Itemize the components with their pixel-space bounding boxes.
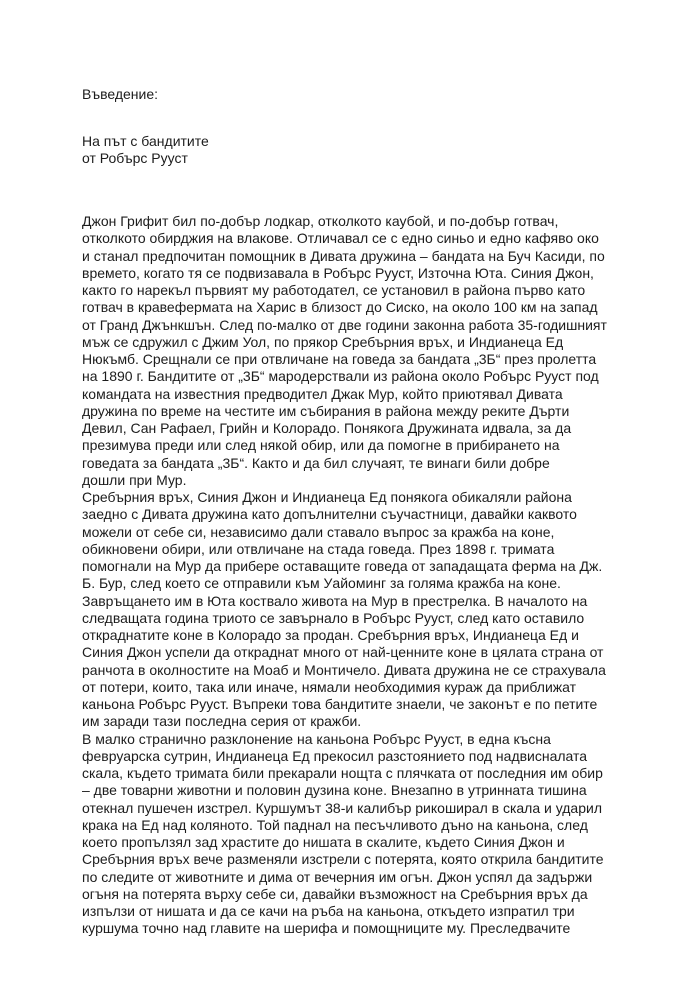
body-line: им заради тази последна серия от кражби. xyxy=(82,713,362,730)
body-line: времето, когато тя се подвизавала в Робърс Рууст, Източна Юта. Синия Джон, xyxy=(82,264,594,281)
body-line: обикновени обири, или отвличане на стада говеда. През 1898 г. тримата xyxy=(82,540,555,557)
body-line: изпълзи от нишата и да се качи на ръба на каньона, откъдето изпратил три xyxy=(82,903,575,919)
body-line: Синия Джон успели да откраднат много от най-ценните коне в цялата страна от xyxy=(82,644,604,661)
body-line: крака на Ед над коляното. Той паднал на песъчливото дъно на каньона, след xyxy=(82,816,588,833)
body-line: Б. Бур, след което се отправили към Уайоминг за голяма кражба на коне. xyxy=(82,575,561,592)
title-line-2: от Робърс Рууст xyxy=(82,150,188,166)
body-line: – две товарни животни и половин дузина коне. Внезапно в утринната тишина xyxy=(82,782,587,799)
body-line: ранчота в околностите на Моаб и Монтичело. Дивата дружина не се страхувала xyxy=(82,661,606,678)
body-line: Джон Грифит бил по-добър лодкар, отколкото каубой, и по-добър готвач, xyxy=(82,213,559,229)
body-line: В малко странично разклонение на каньона Робърс Рууст, в една късна xyxy=(82,730,551,747)
body-line: Сребърния връх, Синия Джон и Индианеца Ед понякога обикаляли района xyxy=(82,489,572,505)
title-line-1: На път с бандитите xyxy=(82,133,209,149)
body-line: каньона Робърс Рууст. Въпреки това бандитите знаели, че законът е по петите xyxy=(82,696,598,712)
body-line: по следите от животните и дима от вечерния им огън. Джон успял да задържи xyxy=(82,868,593,885)
body-line: от потери, които, така или иначе, нямали необходимия кураж да приближат xyxy=(82,678,577,695)
body-line: следващата година триото се завърнало в Робърс Рууст, след като оставило xyxy=(82,609,585,626)
body-line: откраднатите коне в Колорадо за продан. Сребърния връх, Индианеца Ед и xyxy=(82,627,579,643)
body-line: Завръщането им в Юта коствало живота на Мур в престрелка. В началото на xyxy=(82,592,588,609)
body-line: Девил, Сан Рафаел, Грийн и Колорадо. Понякога Дружината идвала, за да xyxy=(82,420,572,436)
body-line: дошли при Мур. xyxy=(82,471,187,488)
body-line: скала, където тримата били прекарали нощта с плячката от последния им обир xyxy=(82,765,603,781)
body-line: което пропълзял зад храстите до нишата в скалите, където Синия Джон и xyxy=(82,834,565,850)
body-line: заедно с Дивата дружина като допълнителни съучастници, давайки каквото xyxy=(82,506,577,523)
body-line: помогнали на Мур да прибере оставащите говеда от западащата ферма на Дж. xyxy=(82,558,603,574)
body-line: презимува преди или след някой обир, или да помогне в прибирането на xyxy=(82,437,560,454)
body-line: куршума точно над главите на шерифа и помощниците му. Преследвачите xyxy=(82,920,571,937)
body-text xyxy=(82,213,642,938)
body-line: готвач в кравефермата на Харис в близост до Сиско, на около 100 км на запад xyxy=(82,299,598,316)
body-line: февруарска сутрин, Индианеца Ед прекосил разстоянието под надвисналата xyxy=(82,747,588,764)
body-line: както го нарекъл първият му работодател, се установил в района първо като xyxy=(82,282,586,298)
intro-heading: Въведение: xyxy=(82,86,159,102)
body-line: огъня на потерята върху себе си, давайки възможност на Сребърния връх да xyxy=(82,885,588,902)
body-line: Сребърния връх вече разменяли изстрели с потерята, която открила бандитите xyxy=(82,851,604,868)
body-line: от Гранд Джънкшън. След по-малко от две години законна работа 35-годишният xyxy=(82,316,607,333)
body-line: и станал предпочитан помощник в Дивата дружина – бандата на Буч Касиди, по xyxy=(82,247,605,264)
body-line: на 1890 г. Бандитите от „3Б“ мародерствали из района около Робърс Рууст под xyxy=(82,368,599,385)
body-line: можели от себе си, независимо дали ставало въпрос за кражба на коне, xyxy=(82,523,555,540)
body-line: говедата за бандата „3Б“. Както и да бил случаят, те винаги били добре xyxy=(82,454,550,471)
body-line: отколкото обирджия на влакове. Отличавал се с едно синьо и едно кафяво око xyxy=(82,230,599,247)
body-line: командата на известния предводител Джак Мур, който приютявал Дивата xyxy=(82,385,563,402)
body-line: Нюкъмб. Срещнали се при отвличане на говеда за бандата „3Б“ през пролетта xyxy=(82,351,597,367)
body-line: дружина по време на честите им събирания в района между реките Дърти xyxy=(82,402,570,419)
body-line: отекнал пушечен изстрел. Куршумът 38-и калибър рикоширал в скала и ударил xyxy=(82,799,602,816)
body-line: мъж се сдружил с Джим Уол, по прякор Сребърния връх, и Индианеца Ед xyxy=(82,333,564,350)
